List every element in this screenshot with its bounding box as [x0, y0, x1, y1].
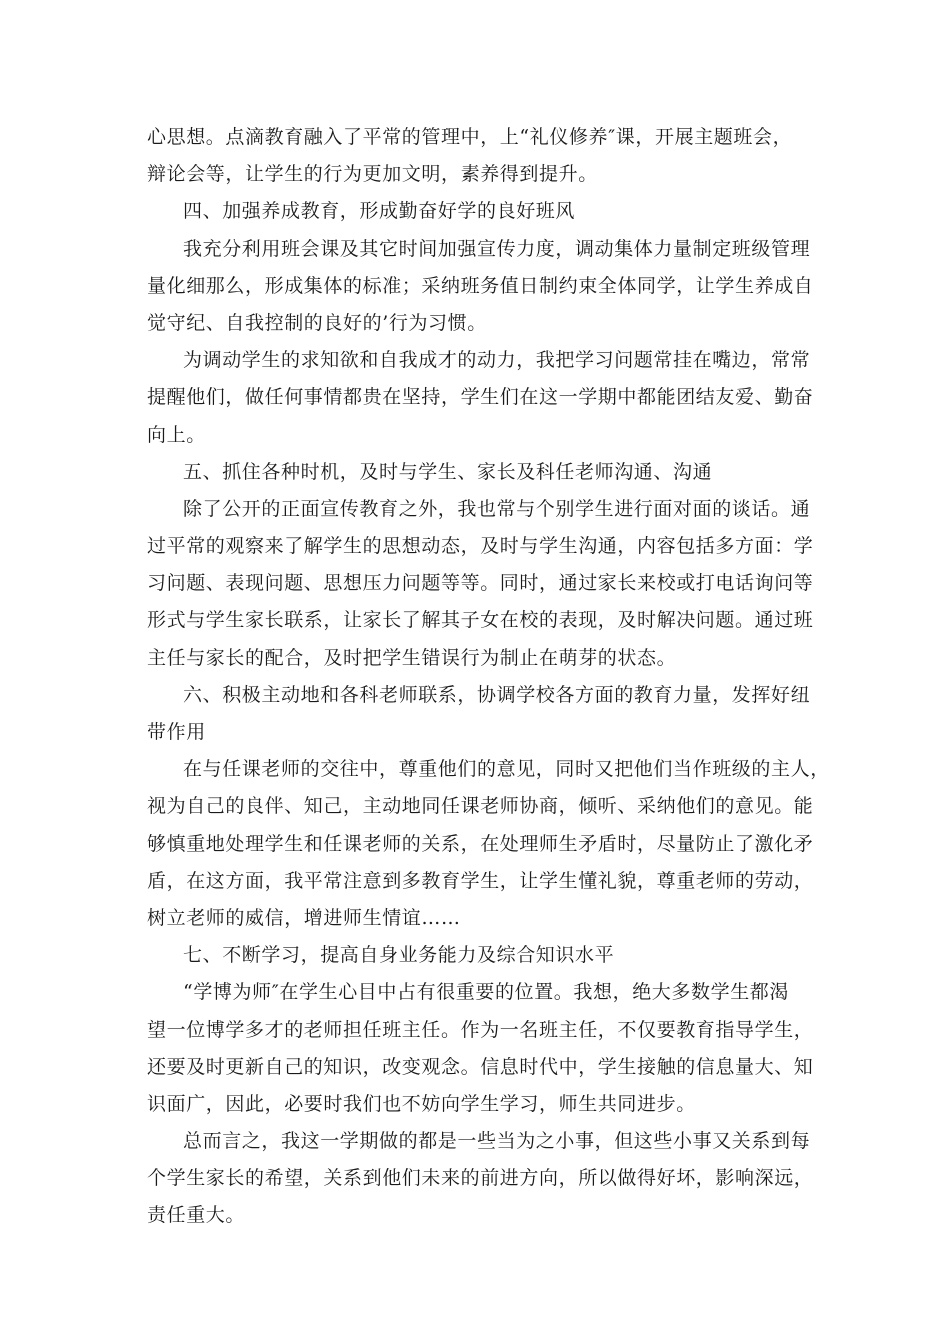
text-line: 心思想。点滴教育融入了平常的管理中，上“礼仪修养″课，开展主题班会，: [147, 126, 793, 148]
text-line: 我充分利用班会课及其它时间加强宣传力度，调动集体力量制定班级管理: [183, 237, 811, 260]
text-line: 视为自己的良伴、知己，主动地同任课老师协商，倾听、采纳他们的意见。能: [147, 795, 814, 818]
text-line: 向上。: [147, 423, 206, 446]
text-line: 带作用: [147, 721, 206, 743]
text-line: 够慎重地处理学生和任课老师的关系，在处理师生矛盾时，尽量防止了激化矛: [147, 832, 814, 855]
text-line: 主任与家长的配合，及时把学生错误行为制止在萌芽的状态。: [147, 646, 677, 669]
text-line: 六、积极主动地和各科老师联系，协调学校各方面的教育力量，发挥好纽: [183, 683, 811, 706]
text-line: 盾，在这方面，我平常注意到多教育学生，让学生懂礼貌，尊重老师的劳动，: [147, 869, 814, 892]
text-line: 总而言之，我这一学期做的都是一些当为之小事，但这些小事又关系到每: [183, 1130, 811, 1153]
document-body: [147, 119, 830, 1235]
text-line: 辩论会等，让学生的行为更加文明，素养得到提升。: [147, 163, 598, 186]
text-line: 过平常的观察来了解学生的思想动态，及时与学生沟通，内容包括多方面：学: [147, 535, 814, 558]
text-line: 五、抓住各种时机，及时与学生、家长及科任老师沟通、沟通: [183, 460, 713, 483]
text-line: 个学生家长的希望，关系到他们未来的前进方向，所以做得好坏，影响深远，: [147, 1167, 814, 1190]
text-line: 量化细那么，形成集体的标准；采纳班务值日制约束全体同学，让学生养成自: [147, 274, 814, 297]
text-line: 望一位博学多才的老师担任班主任。作为一名班主任，不仅要教育指导学生，: [147, 1018, 814, 1041]
text-line: 形式与学生家长联系，让家长了解其子女在校的表现，及时解决问题。通过班: [147, 609, 814, 632]
text-line: 觉守纪、自我控制的良好的’行为习惯。: [147, 311, 487, 334]
text-line: 为调动学生的求知欲和自我成才的动力，我把学习问题常挂在嘴边，常常: [183, 349, 811, 372]
text-line: 还要及时更新自己的知识，改变观念。信息时代中，学生接触的信息量大、知: [147, 1055, 814, 1078]
text-line: 四、加强养成教育，形成勤奋好学的良好班风: [183, 200, 576, 223]
text-line: 习问题、表现问题、思想压力问题等等。同时，通过家长来校或打电话询问等: [147, 572, 814, 595]
text-line: 除了公开的正面宣传教育之外，我也常与个别学生进行面对面的谈话。通: [183, 497, 811, 520]
text-line: “学博为师″在学生心目中占有很重要的位置。我想，绝大多数学生都渴: [183, 981, 790, 1004]
text-line: 识面广，因此，必要时我们也不妨向学生学习，师生共同进步。: [147, 1092, 696, 1115]
text-line: 提醒他们，做任何事情都贵在坚持，学生们在这一学期中都能团结友爱、勤奋: [147, 386, 814, 409]
text-line: 树立老师的威信，增进师生情谊……: [147, 906, 461, 929]
text-line: 在与任课老师的交往中，尊重他们的意见，同时又把他们当作班级的主人，: [183, 758, 830, 781]
text-line: 责任重大。: [147, 1204, 246, 1227]
text-line: 七、不断学习，提高自身业务能力及综合知识水平: [183, 944, 615, 967]
